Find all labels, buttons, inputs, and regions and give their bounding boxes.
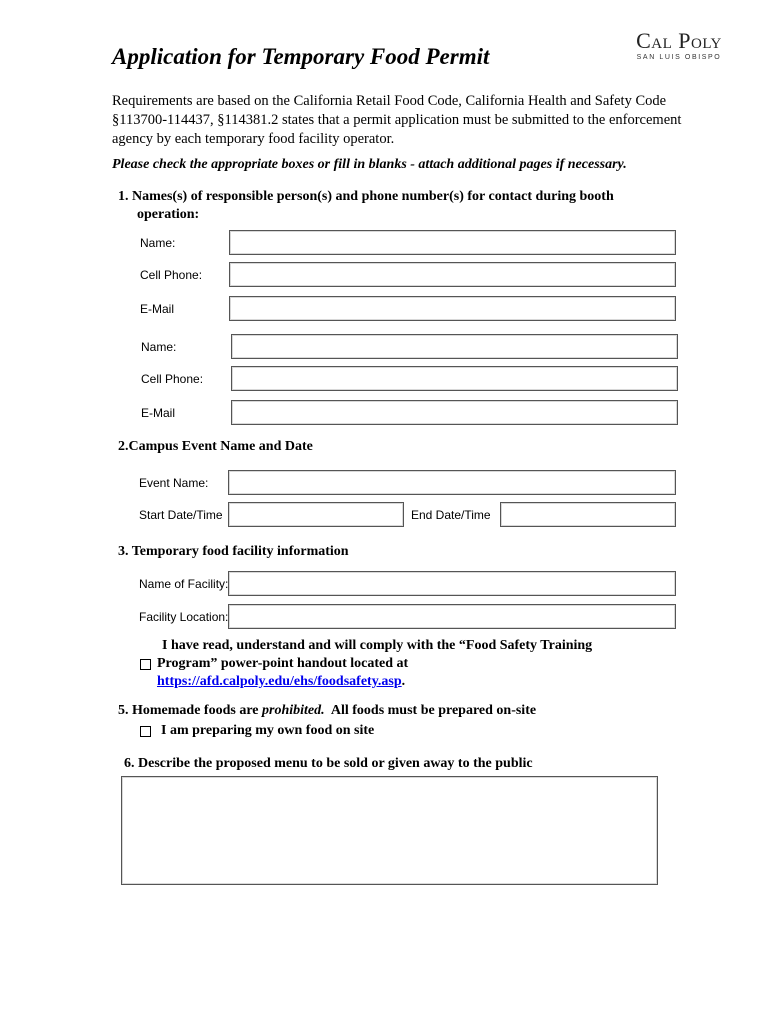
section5-heading	[118, 702, 536, 720]
facility-location-label: Facility Location:	[139, 610, 229, 624]
requirements-paragraph: Requirements are based on the California Retail Food Code, California Health and Safety Code §113700-114437, §114381.2 states that a permit application must be submitted to the enforcement agency by each temporary food facility operator.	[112, 93, 682, 147]
contact1-phone-label: Cell Phone:	[140, 268, 203, 282]
contact1-email-field[interactable]	[229, 296, 676, 321]
facility-name-field[interactable]	[228, 571, 676, 596]
own-food-checkbox-label: I am preparing my own food on site	[161, 723, 375, 738]
section6-heading: 6. Describe the proposed menu to be sold or given away to the public	[124, 756, 533, 771]
food-safety-statement-line1: I have read, understand and will comply with the “Food Safety Training	[162, 638, 593, 653]
end-date-label: End Date/Time	[411, 508, 491, 522]
contact2-name-label: Name:	[141, 340, 177, 354]
contact1-name-field[interactable]	[229, 230, 676, 255]
food-safety-link-period: .	[401, 674, 406, 689]
event-name-field[interactable]	[228, 470, 676, 495]
section1-heading: 1. Names(s) of responsible person(s) and phone number(s) for contact during booth	[118, 189, 614, 204]
contact2-phone-field[interactable]	[231, 366, 678, 391]
logo-subtitle: SAN LUIS OBISPO	[636, 54, 722, 61]
food-safety-link[interactable]: https://afd.calpoly.edu/ehs/foodsafety.asp	[157, 674, 402, 689]
own-food-checkbox[interactable]	[140, 726, 151, 737]
food-safety-link-line	[157, 673, 405, 691]
event-name-label: Event Name:	[139, 476, 209, 490]
end-date-field[interactable]	[500, 502, 676, 527]
facility-name-label: Name of Facility:	[139, 577, 229, 591]
section2-heading: 2.Campus Event Name and Date	[118, 439, 313, 454]
contact1-name-label: Name:	[140, 236, 176, 250]
facility-location-field[interactable]	[228, 604, 676, 629]
contact1-phone-field[interactable]	[229, 262, 676, 287]
section1-heading-cont: operation:	[137, 207, 200, 222]
food-safety-checkbox[interactable]	[140, 659, 151, 670]
section3-heading: 3. Temporary food facility information	[118, 544, 349, 559]
contact2-email-field[interactable]	[231, 400, 678, 425]
contact1-email-label: E-Mail	[140, 302, 175, 316]
logo-wordmark: Cal Poly	[636, 28, 722, 53]
start-date-label: Start Date/Time	[139, 508, 223, 522]
menu-description-field[interactable]	[121, 776, 658, 885]
food-safety-statement-line2: Program” power-point handout located at	[157, 656, 409, 671]
cal-poly-logo	[628, 30, 730, 62]
start-date-field[interactable]	[228, 502, 404, 527]
contact2-email-label: E-Mail	[141, 406, 176, 420]
instructions-text: Please check the appropriate boxes or fill in blanks - attach additional pages if necessary.	[112, 157, 627, 172]
page-title: Application for Temporary Food Permit	[112, 44, 490, 69]
section5-heading-suffix: All foods must be prepared on-site	[324, 703, 537, 718]
contact2-phone-label: Cell Phone:	[141, 372, 204, 386]
section5-heading-prefix: 5. Homemade foods are	[118, 703, 262, 718]
contact2-name-field[interactable]	[231, 334, 678, 359]
section5-heading-emphasis: prohibited.	[262, 703, 325, 718]
